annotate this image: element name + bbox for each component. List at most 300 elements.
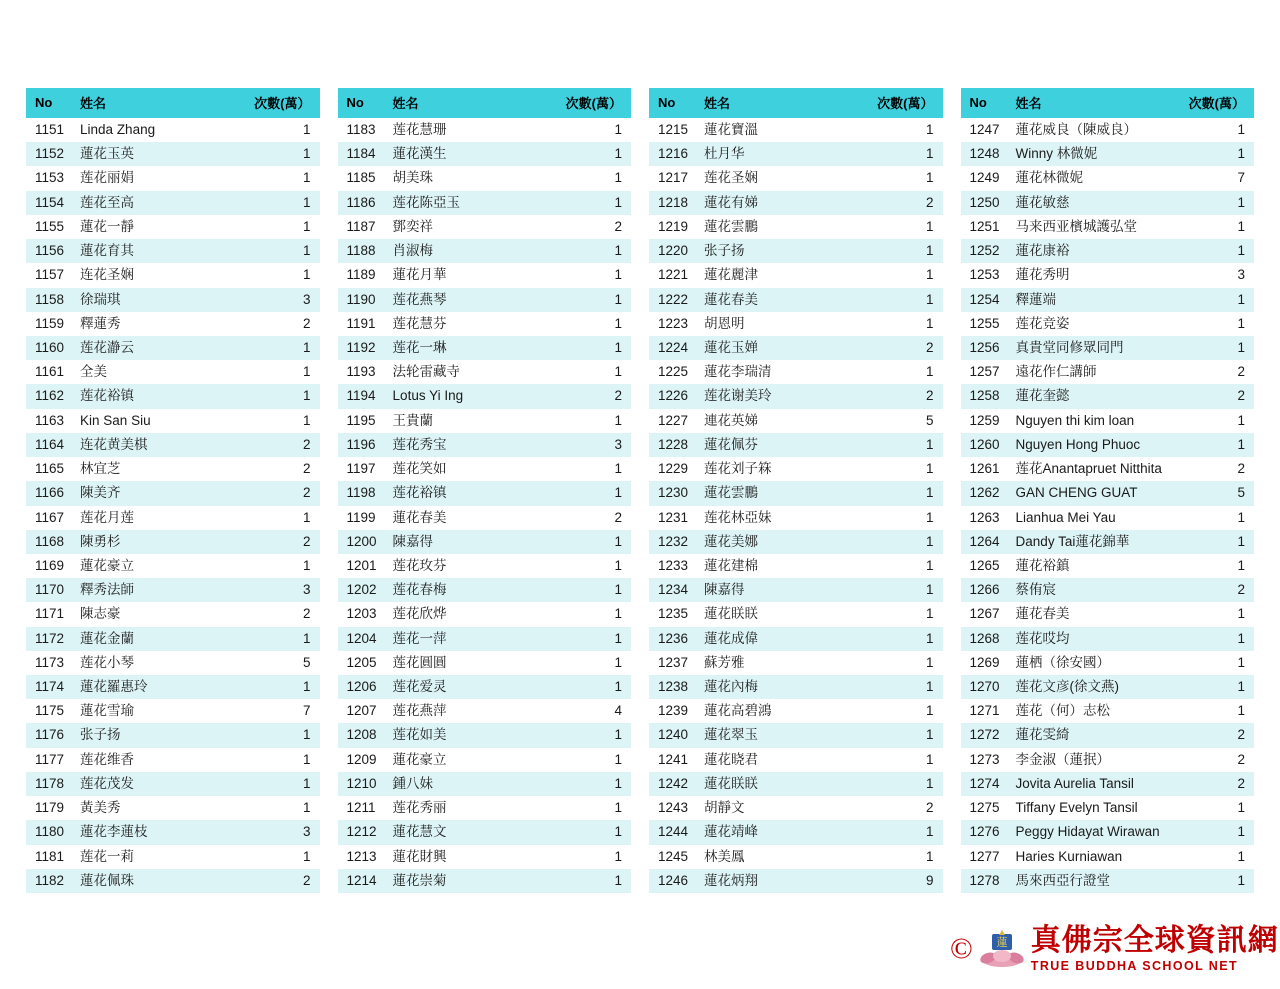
cell-name: 蘇芳雅 bbox=[704, 654, 745, 670]
table-row bbox=[961, 506, 1255, 530]
name-table bbox=[961, 88, 1255, 893]
name-table-column-3 bbox=[649, 88, 943, 893]
cell-count: 2 bbox=[1237, 582, 1245, 598]
table-row bbox=[26, 578, 320, 602]
cell-no: 1229 bbox=[658, 461, 689, 477]
cell-no: 1252 bbox=[969, 243, 1000, 259]
cell-no: 1168 bbox=[35, 533, 65, 549]
cell-name: 陳美齐 bbox=[80, 485, 121, 501]
cell-count: 1 bbox=[614, 412, 622, 428]
cell-count: 2 bbox=[1237, 727, 1245, 743]
cell-count: 1 bbox=[925, 146, 934, 162]
table-row bbox=[26, 360, 320, 384]
cell-no: 1255 bbox=[969, 315, 1000, 331]
cell-count: 1 bbox=[1237, 703, 1245, 719]
cell-count: 1 bbox=[614, 533, 622, 549]
table-row bbox=[26, 748, 320, 772]
cell-count: 2 bbox=[1237, 388, 1245, 404]
cell-name: 蓮栖（徐安國） bbox=[1015, 654, 1111, 670]
cell-no: 1223 bbox=[658, 315, 689, 331]
cell-name: 陳勇杉 bbox=[80, 533, 121, 549]
table-row bbox=[961, 796, 1255, 820]
cell-count: 2 bbox=[925, 800, 934, 816]
name-table-column-4 bbox=[961, 88, 1255, 893]
table-header-row bbox=[338, 88, 632, 118]
table-row bbox=[338, 481, 632, 505]
table-row bbox=[649, 336, 943, 360]
table-row bbox=[961, 215, 1255, 239]
cell-name: 莲花裕镇 bbox=[80, 388, 135, 404]
cell-no: 1227 bbox=[658, 412, 689, 428]
cell-name: 蓮花美娜 bbox=[704, 533, 759, 549]
table-row bbox=[961, 118, 1255, 142]
cell-name: 遠花作仁講師 bbox=[1015, 364, 1097, 380]
cell-name: 蓮花林微妮 bbox=[1015, 170, 1084, 186]
cell-name: 连花黄美棋 bbox=[80, 436, 148, 452]
cell-name: 蓮花雲鵬 bbox=[704, 485, 759, 501]
cell-count: 1 bbox=[925, 364, 934, 380]
cell-no: 1231 bbox=[658, 509, 689, 525]
cell-count: 1 bbox=[614, 243, 622, 259]
table-header-row bbox=[649, 88, 943, 118]
cell-count: 1 bbox=[302, 751, 311, 767]
cell-name: 莲花一琳 bbox=[392, 339, 447, 355]
cell-no: 1253 bbox=[969, 267, 1000, 283]
cell-name: 蓮花裕鎮 bbox=[1015, 557, 1070, 573]
cell-name: 蓮花玉英 bbox=[80, 146, 135, 162]
table-row bbox=[961, 675, 1255, 699]
cell-count: 1 bbox=[925, 630, 934, 646]
cell-count: 1 bbox=[614, 122, 622, 137]
cell-count: 1 bbox=[614, 824, 622, 840]
table-row bbox=[649, 312, 943, 336]
cell-no: 1275 bbox=[969, 800, 1000, 816]
cell-count: 2 bbox=[302, 606, 311, 622]
table-row bbox=[961, 748, 1255, 772]
cell-name: 蓮花佩芬 bbox=[704, 436, 759, 452]
cell-count: 1 bbox=[925, 606, 934, 622]
cell-count: 1 bbox=[1237, 412, 1245, 428]
table-row bbox=[338, 360, 632, 384]
cell-no: 1170 bbox=[35, 582, 65, 598]
cell-no: 1198 bbox=[346, 485, 376, 501]
cell-name: 莲花燕琴 bbox=[392, 291, 447, 307]
cell-name: 莲花陈亞玉 bbox=[392, 194, 461, 210]
cell-name: 莲花如美 bbox=[392, 727, 447, 743]
cell-no: 1243 bbox=[658, 800, 689, 816]
cell-no: 1257 bbox=[969, 364, 1000, 380]
cell-count: 1 bbox=[1237, 630, 1245, 646]
table-row bbox=[338, 796, 632, 820]
table-row bbox=[961, 481, 1255, 505]
cell-no: 1225 bbox=[658, 364, 689, 380]
cell-no: 1232 bbox=[658, 533, 689, 549]
cell-no: 1249 bbox=[969, 170, 1000, 186]
table-row bbox=[338, 384, 632, 408]
cell-count: 2 bbox=[302, 436, 311, 452]
cell-no: 1183 bbox=[346, 122, 376, 137]
cell-no: 1176 bbox=[35, 727, 65, 743]
cell-name: 蓮花崇菊 bbox=[392, 872, 447, 888]
table-row bbox=[26, 336, 320, 360]
cell-name: 蓮花炳翔 bbox=[704, 872, 759, 888]
cell-no: 1162 bbox=[35, 388, 65, 404]
cell-count: 1 bbox=[302, 630, 311, 646]
cell-count: 1 bbox=[302, 509, 311, 525]
cell-no: 1196 bbox=[346, 436, 376, 452]
cell-name: 蓮花麗津 bbox=[704, 267, 759, 283]
cell-count: 1 bbox=[302, 170, 311, 186]
cell-name: 莲花圣娴 bbox=[704, 170, 759, 186]
cell-name: Linda Zhang bbox=[80, 122, 156, 137]
table-row bbox=[26, 820, 320, 844]
cell-count: 1 bbox=[1237, 872, 1245, 888]
cell-count: 1 bbox=[925, 170, 934, 186]
cell-name: 蓮花秀明 bbox=[1015, 267, 1070, 283]
cell-count: 1 bbox=[614, 775, 622, 791]
cell-name: 莲花小琴 bbox=[80, 654, 135, 670]
cell-no: 1161 bbox=[35, 364, 65, 380]
cell-no: 1265 bbox=[969, 557, 1000, 573]
cell-count: 1 bbox=[614, 727, 622, 743]
column-header-no: No bbox=[26, 88, 72, 118]
cell-no: 1259 bbox=[969, 412, 1000, 428]
table-row bbox=[26, 288, 320, 312]
table-row bbox=[649, 288, 943, 312]
cell-count: 1 bbox=[302, 194, 311, 210]
table-row bbox=[26, 723, 320, 747]
table-row bbox=[338, 312, 632, 336]
table-row bbox=[649, 772, 943, 796]
cell-name: 鄧奕祥 bbox=[392, 218, 434, 234]
cell-count: 2 bbox=[1237, 364, 1245, 380]
table-row bbox=[338, 142, 632, 166]
cell-count: 1 bbox=[925, 436, 934, 452]
cell-no: 1264 bbox=[969, 533, 1000, 549]
cell-no: 1269 bbox=[969, 654, 1000, 670]
table-row bbox=[961, 336, 1255, 360]
table-row bbox=[26, 675, 320, 699]
cell-count: 1 bbox=[1237, 824, 1245, 840]
table-row bbox=[26, 651, 320, 675]
cell-count: 1 bbox=[614, 800, 622, 816]
cell-no: 1169 bbox=[35, 557, 65, 573]
cell-count: 2 bbox=[1237, 461, 1245, 477]
table-row bbox=[26, 239, 320, 263]
cell-count: 1 bbox=[614, 267, 622, 283]
cell-name: 莲花玫芬 bbox=[392, 557, 447, 573]
cell-count: 1 bbox=[614, 557, 622, 573]
cell-no: 1173 bbox=[35, 654, 65, 670]
cell-name: 莲花爱灵 bbox=[392, 679, 447, 695]
cell-no: 1184 bbox=[346, 146, 376, 162]
cell-no: 1277 bbox=[969, 848, 1000, 864]
cell-no: 1254 bbox=[969, 291, 1000, 307]
site-logo bbox=[950, 925, 1279, 974]
cell-no: 1268 bbox=[969, 630, 1000, 646]
table-row bbox=[338, 602, 632, 626]
cell-name: Lianhua Mei Yau bbox=[1015, 509, 1116, 525]
cell-name: 莲花丽娟 bbox=[80, 170, 135, 186]
cell-count: 1 bbox=[614, 582, 622, 598]
column-header-count: 次數(萬） bbox=[867, 88, 943, 118]
table-row bbox=[338, 699, 632, 723]
cell-no: 1278 bbox=[969, 872, 1000, 888]
cell-no: 1202 bbox=[346, 582, 377, 598]
cell-count: 1 bbox=[302, 122, 311, 137]
cell-no: 1166 bbox=[35, 485, 65, 501]
cell-name: 陳嘉得 bbox=[392, 533, 434, 549]
cell-no: 1205 bbox=[346, 654, 377, 670]
cell-name: 蓮花李蓮枝 bbox=[80, 824, 148, 840]
cell-count: 1 bbox=[614, 339, 622, 355]
table-row bbox=[338, 748, 632, 772]
cell-count: 1 bbox=[925, 679, 934, 695]
cell-count: 1 bbox=[925, 509, 934, 525]
cell-count: 1 bbox=[1237, 194, 1245, 210]
table-row bbox=[338, 457, 632, 481]
cell-no: 1208 bbox=[346, 727, 377, 743]
cell-count: 1 bbox=[1237, 557, 1245, 573]
cell-name: 馬來西亞行證堂 bbox=[1015, 872, 1111, 888]
cell-no: 1236 bbox=[658, 630, 689, 646]
column-header-count: 次數(萬） bbox=[555, 88, 631, 118]
cell-name: 蓮花建棉 bbox=[704, 557, 759, 573]
cell-count: 1 bbox=[1237, 509, 1245, 525]
cell-count: 2 bbox=[925, 388, 934, 404]
cell-count: 1 bbox=[302, 727, 311, 743]
cell-count: 1 bbox=[1237, 291, 1245, 307]
cell-no: 1250 bbox=[969, 194, 1000, 210]
table-row bbox=[961, 627, 1255, 651]
table-row bbox=[338, 627, 632, 651]
table-row bbox=[961, 845, 1255, 869]
table-row bbox=[649, 796, 943, 820]
cell-name: 蓮花雯綺 bbox=[1015, 727, 1070, 743]
cell-no: 1217 bbox=[658, 170, 689, 186]
cell-no: 1157 bbox=[35, 267, 65, 283]
table-row bbox=[26, 457, 320, 481]
table-row bbox=[26, 506, 320, 530]
cell-no: 1216 bbox=[658, 146, 689, 162]
cell-name: 蓮花豪立 bbox=[392, 751, 447, 767]
cell-name: 蓮花育其 bbox=[80, 243, 135, 259]
table-row bbox=[961, 239, 1255, 263]
cell-name: 莲花至高 bbox=[80, 194, 135, 210]
cell-no: 1190 bbox=[346, 291, 376, 307]
cell-name: 张子扬 bbox=[80, 727, 121, 743]
cell-no: 1233 bbox=[658, 557, 689, 573]
cell-name: 莲花哎均 bbox=[1015, 630, 1070, 646]
cell-count: 2 bbox=[302, 485, 311, 501]
table-row bbox=[649, 166, 943, 190]
table-row bbox=[649, 675, 943, 699]
cell-count: 1 bbox=[925, 315, 934, 331]
cell-no: 1237 bbox=[658, 654, 689, 670]
cell-count: 1 bbox=[302, 388, 311, 404]
cell-count: 3 bbox=[302, 824, 311, 840]
cell-name: 蓮花有娣 bbox=[704, 194, 759, 210]
table-row bbox=[26, 409, 320, 433]
cell-name: 蓮花金蘭 bbox=[80, 630, 135, 646]
cell-count: 1 bbox=[614, 194, 622, 210]
cell-no: 1212 bbox=[346, 824, 377, 840]
cell-no: 1178 bbox=[35, 775, 65, 791]
cell-name: 蓮花玉婵 bbox=[704, 339, 759, 355]
cell-count: 1 bbox=[614, 654, 622, 670]
cell-count: 1 bbox=[925, 703, 934, 719]
table-row bbox=[26, 142, 320, 166]
table-row bbox=[26, 384, 320, 408]
cell-name: 蓮花晓君 bbox=[704, 751, 759, 767]
cell-count: 2 bbox=[302, 315, 311, 331]
cell-count: 1 bbox=[614, 461, 622, 477]
svg-text:蓮: 蓮 bbox=[996, 936, 1008, 950]
cell-count: 1 bbox=[925, 582, 934, 598]
table-row bbox=[649, 699, 943, 723]
cell-count: 1 bbox=[925, 122, 934, 137]
cell-count: 1 bbox=[925, 848, 934, 864]
cell-name: 釋蓮秀 bbox=[80, 315, 121, 331]
cell-name: Nguyen Hong Phuoc bbox=[1015, 436, 1141, 452]
cell-count: 5 bbox=[925, 412, 934, 428]
table-row bbox=[338, 191, 632, 215]
cell-no: 1189 bbox=[346, 267, 376, 283]
table-row bbox=[961, 384, 1255, 408]
cell-no: 1192 bbox=[346, 339, 376, 355]
cell-name: 肖淑梅 bbox=[392, 243, 434, 259]
cell-name: 莲花笑如 bbox=[392, 461, 447, 477]
cell-count: 2 bbox=[302, 461, 311, 477]
table-row bbox=[649, 554, 943, 578]
table-row bbox=[26, 602, 320, 626]
table-row bbox=[649, 239, 943, 263]
table-row bbox=[338, 530, 632, 554]
table-row bbox=[649, 651, 943, 675]
cell-name: 蓮花慧文 bbox=[392, 824, 447, 840]
cell-name: 蓮花漢生 bbox=[392, 146, 447, 162]
cell-name: 莲花Anantapruet Nitthita bbox=[1015, 461, 1162, 477]
cell-count: 1 bbox=[614, 291, 622, 307]
cell-count: 1 bbox=[925, 533, 934, 549]
cell-name: 杜月华 bbox=[704, 146, 745, 162]
logo-title-cn: 真佛宗全球資訊網 bbox=[1030, 923, 1279, 958]
cell-count: 1 bbox=[1237, 122, 1245, 137]
table-row bbox=[961, 530, 1255, 554]
cell-no: 1210 bbox=[346, 775, 377, 791]
cell-name: Lotus Yi Ing bbox=[392, 388, 464, 404]
cell-count: 1 bbox=[614, 751, 622, 767]
cell-count: 1 bbox=[1237, 606, 1245, 622]
cell-name: 莲花维香 bbox=[80, 751, 135, 767]
cell-no: 1206 bbox=[346, 679, 377, 695]
cell-name: 蓮花奎懿 bbox=[1015, 388, 1070, 404]
cell-name: 蓮花康裕 bbox=[1015, 243, 1070, 259]
cell-name: 张子扬 bbox=[704, 243, 745, 259]
cell-no: 1245 bbox=[658, 848, 689, 864]
cell-count: 1 bbox=[1237, 218, 1245, 234]
cell-no: 1262 bbox=[969, 485, 1000, 501]
cell-name: 黃美秀 bbox=[80, 800, 121, 816]
cell-count: 1 bbox=[925, 824, 934, 840]
cell-name: 陳志豪 bbox=[80, 606, 121, 622]
cell-name: 蓮花羅惠玲 bbox=[80, 679, 148, 695]
cell-no: 1266 bbox=[969, 582, 1000, 598]
cell-count: 1 bbox=[925, 751, 934, 767]
cell-no: 1211 bbox=[346, 800, 376, 816]
cell-count: 2 bbox=[614, 218, 622, 234]
cell-no: 1171 bbox=[35, 606, 65, 622]
cell-no: 1261 bbox=[969, 461, 1000, 477]
table-row bbox=[961, 142, 1255, 166]
cell-count: 3 bbox=[614, 436, 622, 452]
cell-count: 4 bbox=[614, 703, 622, 719]
cell-name: 全美 bbox=[80, 364, 108, 380]
cell-count: 1 bbox=[302, 146, 311, 162]
cell-name: 王貴蘭 bbox=[392, 412, 434, 428]
cell-count: 1 bbox=[925, 654, 934, 670]
cell-no: 1224 bbox=[658, 339, 689, 355]
cell-name: 蓮花佩珠 bbox=[80, 872, 135, 888]
cell-count: 1 bbox=[614, 364, 622, 380]
name-table bbox=[26, 88, 320, 893]
cell-no: 1213 bbox=[346, 848, 377, 864]
cell-count: 1 bbox=[614, 146, 622, 162]
cell-name: 蓮花威良（陳威良） bbox=[1015, 122, 1138, 137]
cell-count: 1 bbox=[614, 170, 622, 186]
cell-name: 莲花圓圓 bbox=[392, 654, 447, 670]
column-header-name: 姓名 bbox=[72, 88, 243, 118]
cell-no: 1154 bbox=[35, 194, 65, 210]
table-row bbox=[338, 433, 632, 457]
table-row bbox=[26, 263, 320, 287]
cell-name: 蓮花春美 bbox=[392, 509, 447, 525]
cell-name: 莲花茂发 bbox=[80, 775, 135, 791]
cell-name: 蓮花財興 bbox=[392, 848, 447, 864]
cell-no: 1263 bbox=[969, 509, 1000, 525]
cell-count: 1 bbox=[925, 485, 934, 501]
copyright-icon: © bbox=[950, 932, 973, 966]
cell-name: Peggy Hidayat Wirawan bbox=[1015, 824, 1160, 840]
cell-no: 1153 bbox=[35, 170, 65, 186]
cell-name: 蓮花雪瑜 bbox=[80, 703, 135, 719]
cell-count: 2 bbox=[302, 533, 311, 549]
cell-name: Dandy Tai蓮花錦華 bbox=[1015, 533, 1130, 549]
cell-name: 莲花一莉 bbox=[80, 848, 135, 864]
table-row bbox=[338, 772, 632, 796]
table-row bbox=[649, 191, 943, 215]
cell-no: 1179 bbox=[35, 800, 65, 816]
table-row bbox=[26, 869, 320, 893]
cell-name: 莲花瀞云 bbox=[80, 339, 135, 355]
table-row bbox=[26, 845, 320, 869]
cell-name: GAN CHENG GUAT bbox=[1015, 485, 1138, 501]
table-row bbox=[649, 142, 943, 166]
cell-no: 1221 bbox=[658, 267, 689, 283]
cell-name: 莲花文彦(徐文燕) bbox=[1015, 679, 1120, 695]
cell-name: 胡靜文 bbox=[704, 800, 745, 816]
cell-no: 1195 bbox=[346, 412, 376, 428]
name-table bbox=[338, 88, 632, 893]
cell-name: 蓮花月華 bbox=[392, 267, 447, 283]
cell-name: Kin San Siu bbox=[80, 412, 151, 428]
logo-text bbox=[1031, 925, 1279, 974]
table-row bbox=[338, 409, 632, 433]
cell-name: 蔡侑宸 bbox=[1015, 582, 1057, 598]
table-row bbox=[26, 166, 320, 190]
cell-count: 3 bbox=[302, 582, 311, 598]
table-row bbox=[649, 845, 943, 869]
